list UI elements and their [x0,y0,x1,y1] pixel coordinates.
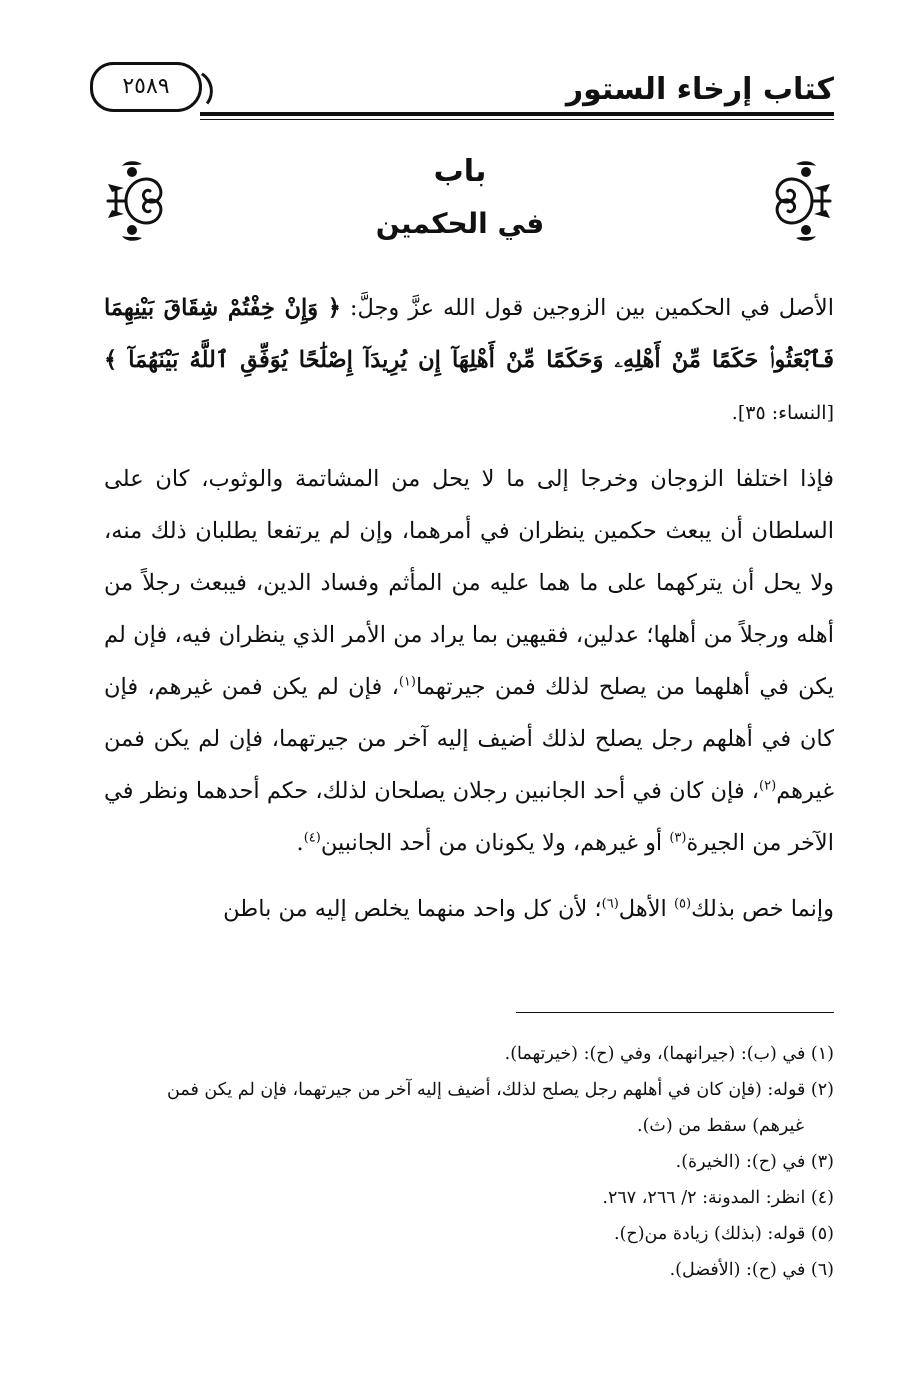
text-span: أو غيرهم، ولا يكونان من أحد الجانبين [320,830,670,856]
footnote-3: (٣) في (ح): (الخيرة). [675,1152,834,1172]
scroll-flourish-icon [766,158,836,244]
footnote-separator [516,1012,834,1013]
paragraph-3 [104,883,834,935]
footnotes [104,1036,834,1288]
page-number: ٢٥٨٩ [122,74,170,99]
footnote-ref-4[interactable]: (٤) [303,830,321,846]
paragraph-2 [104,453,834,869]
footnote-ref-6[interactable]: (٦) [601,896,619,912]
text-span: وإنما خص بذلك [691,896,834,922]
page-number-frame [90,62,202,112]
header-rule-thin [200,119,834,120]
header-rule [200,112,834,116]
verse-citation: [النساء: ٣٥]. [731,402,834,424]
paragraph-1 [104,282,834,439]
footnote-6: (٦) في (ح): (الأفضل). [669,1260,834,1280]
scroll-flourish-icon [102,158,172,244]
footnote-ref-5[interactable]: (٥) [673,896,692,912]
book-title: كتاب إرخاء الستور [565,72,834,107]
footnote-ref-2[interactable]: (٢) [759,778,777,794]
footnote-2: (٢) قوله: (فإن كان في أهلهم رجل يصلح لذلك، أضيف إليه آخر من جيرتهما، فإن لم يكن فمن [167,1080,834,1100]
text-span: . [296,830,304,856]
chapter-label: باب [433,154,487,189]
main-text [104,282,834,935]
text-span: فإذا اختلفا الزوجان وخرجا إلى ما لا يحل من المشاتمة والوثوب، كان على السلطان أن يبعث حكمين ينظران في أمرهما، وإن لم يرتفعا يطلبان ذلك منه، ولا يحل أن يتركهما على ما هما عليه من المأثم وفساد الدين، فيبعث رجلاً من أهله ورجلاً من أهلها؛ عدلين، فقيهين بما يراد من الأمر الذي ينظران فيه، فإن لم يكن في أهلهما من يصلح لذلك فمن جيرتهما [104,466,834,700]
quran-verse: ﴿ وَإِنْ خِفْتُمْ شِقَاقَ بَيْنِهِمَا فَٱبْعَثُوا۟ حَكَمًا مِّنْ أَهْلِهِۦ وَحَكَمًا مِّنْ أَهْلِهَآ إِن يُرِيدَآ إِصْلَٰحًا يُوَفِّقِ ٱللَّهُ بَيْنَهُمَآ ﴾ [104,295,834,373]
running-header [90,58,834,118]
footnote-1: (١) في (ب): (جيرانهما)، وفي (ح): (خيرتهما). [504,1044,834,1064]
chapter-title: في الحكمين [375,207,545,240]
footnote-ref-3[interactable]: (٣) [669,830,687,846]
footnote-ref-1[interactable]: (١) [398,674,416,690]
text-span: ؛ لأن كل واحد منهما يخلص إليه من باطن [223,896,602,922]
footnote-5: (٥) قوله: (بذلك) زيادة من(ح). [614,1224,834,1244]
text-span: ، فإن لم يكن فمن غيرهم، فإن كان في أهلهم رجل يصلح لذلك أضيف إليه آخر من جيرتهما، فإن لم يكن فمن غيرهم [104,674,834,804]
chapter-heading [200,150,720,246]
footnote-2-continued: غيرهم) سقط من (ث). [637,1116,804,1136]
footnote-4: (٤) انظر: المدونة: ٢/ ٢٦٦، ٢٦٧. [602,1188,834,1208]
text-span: الأهل [618,896,674,922]
intro-text: الأصل في الحكمين بين الزوجين قول الله عزَّ وجلَّ: [349,295,834,321]
text-span: ، فإن كان في أحد الجانبين رجلان يصلحان لذلك، حكم أحدهما ونظر في الآخر من الجيرة [104,778,834,856]
